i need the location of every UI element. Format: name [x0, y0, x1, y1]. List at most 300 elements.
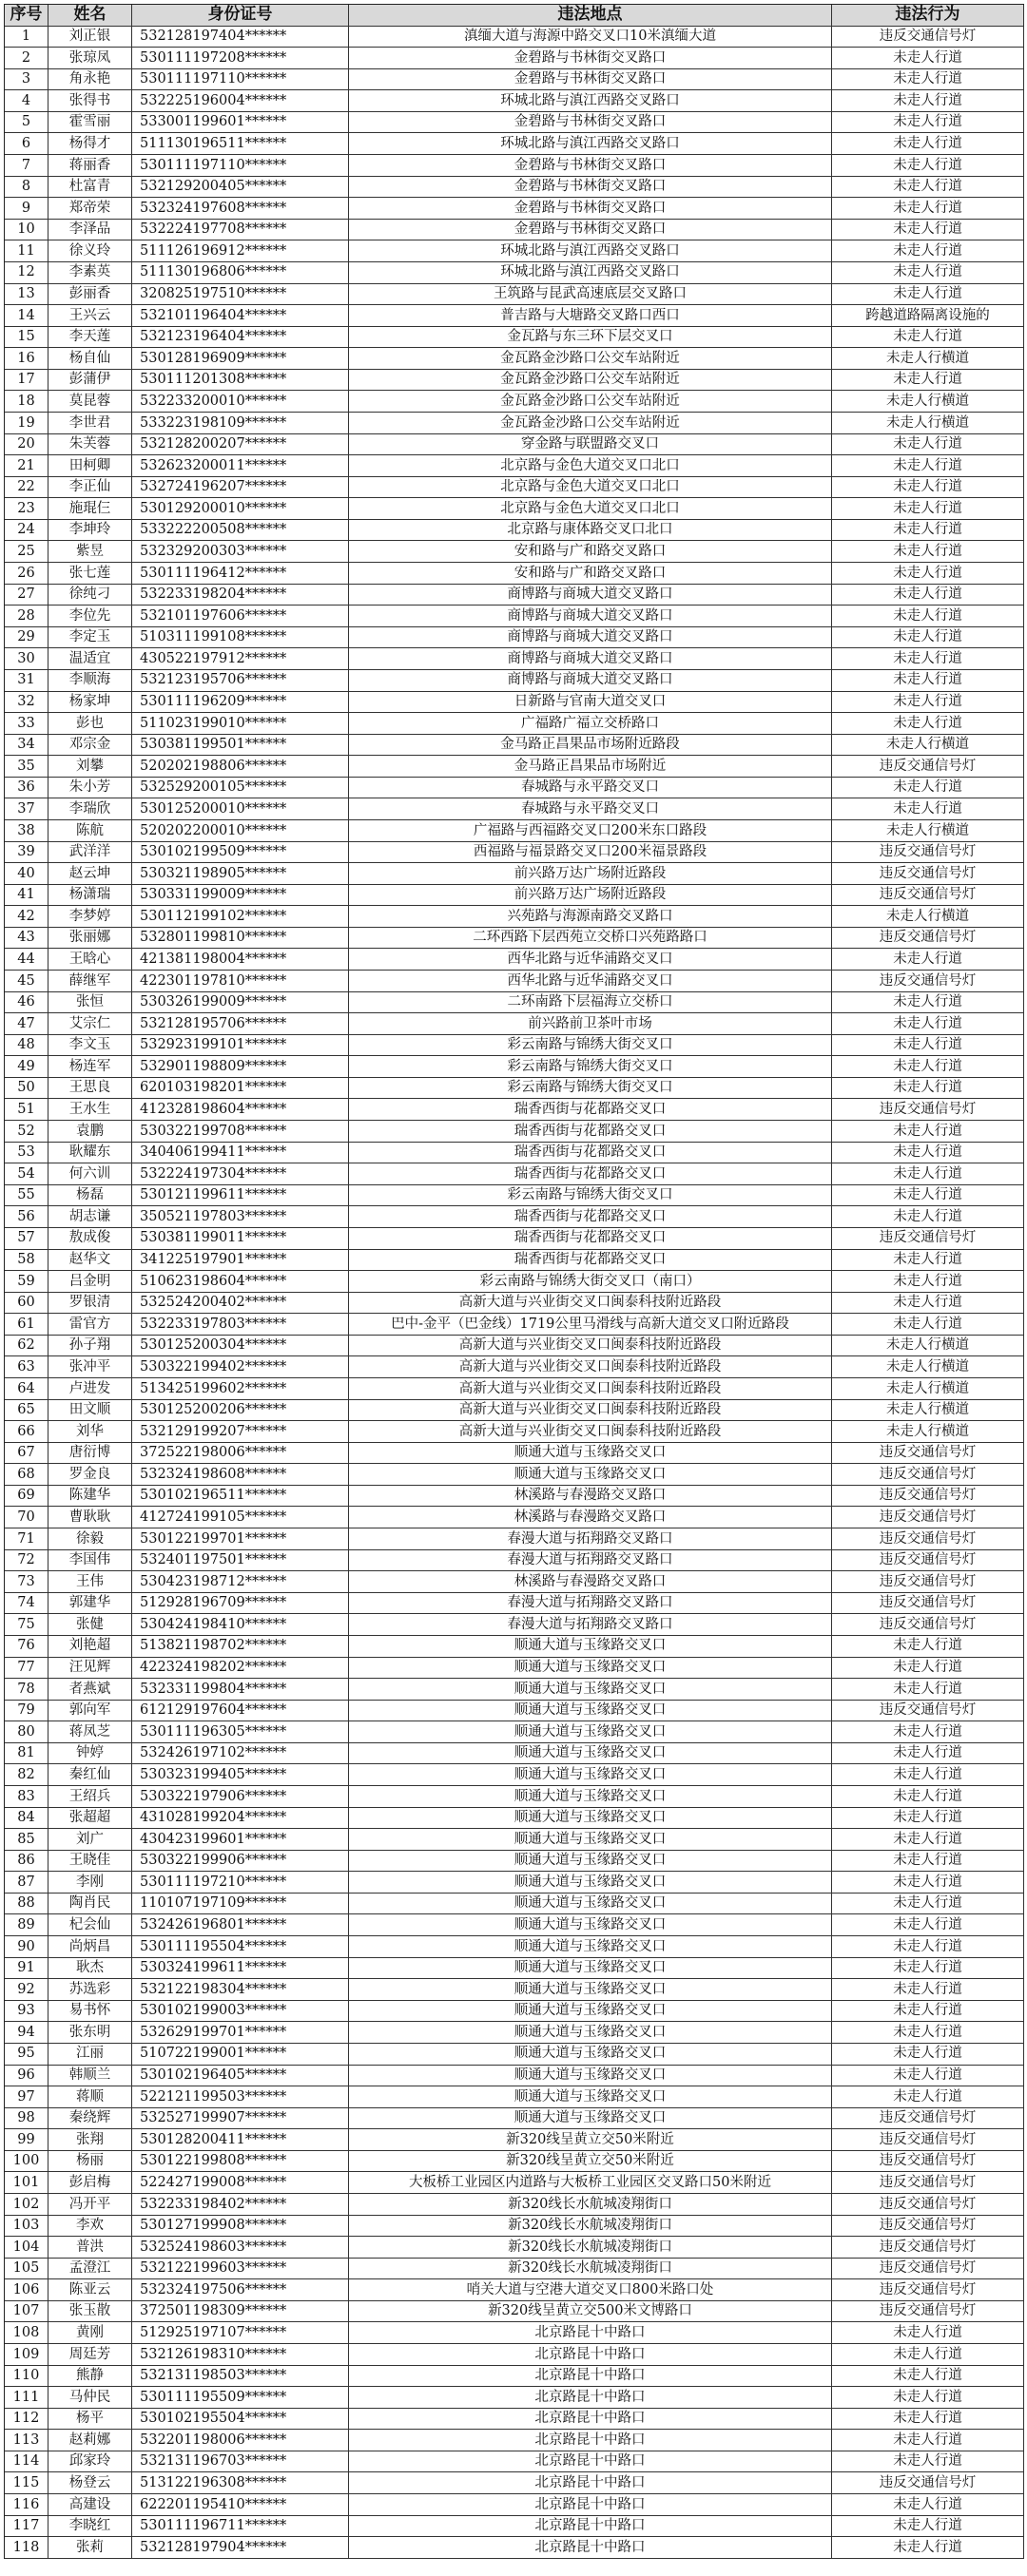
cell-violation: 违反交通信号灯: [832, 2237, 1024, 2258]
cell-violation: 未走人行道: [832, 1808, 1024, 1829]
table-row: [5, 1056, 1024, 1078]
cell-violation: 未走人行道: [832, 606, 1024, 626]
cell-location: 新320线长水航城凌翔街口: [349, 2194, 832, 2215]
cell-index: 51: [5, 1099, 48, 1120]
cell-index: 82: [5, 1764, 48, 1785]
cell-location: 顺通大道与玉缘路交叉口: [349, 2108, 832, 2129]
cell-violation: 违反交通信号灯: [832, 2108, 1024, 2129]
cell-index: 79: [5, 1701, 48, 1721]
cell-name: 马仲民: [48, 2387, 132, 2408]
cell-violation: 未走人行道: [832, 112, 1024, 133]
cell-index: 64: [5, 1378, 48, 1399]
cell-name: 汪见辉: [48, 1658, 132, 1679]
cell-violation: 未走人行道: [832, 2366, 1024, 2387]
cell-id-number: 532524198603******: [132, 2237, 349, 2258]
cell-location: 环城北路与滇江西路交叉路口: [349, 133, 832, 154]
cell-name: 紫昱: [48, 541, 132, 562]
cell-id-number: 532131196703******: [132, 2451, 349, 2472]
cell-violation: 未走人行道: [832, 1914, 1024, 1935]
cell-id-number: 530111197110******: [132, 155, 349, 176]
cell-violation: 违反交通信号灯: [832, 2279, 1024, 2300]
cell-name: 耿耀东: [48, 1143, 132, 1163]
cell-index: 90: [5, 1936, 48, 1957]
cell-location: 顺通大道与玉缘路交叉口: [349, 1808, 832, 1829]
cell-name: 袁鹏: [48, 1121, 132, 1142]
table-row: [5, 756, 1024, 778]
cell-id-number: 532101197606******: [132, 606, 349, 626]
cell-violation: 未走人行道: [832, 2537, 1024, 2558]
cell-violation: 未走人行道: [832, 69, 1024, 90]
cell-name: 李坤玲: [48, 520, 132, 541]
cell-index: 62: [5, 1336, 48, 1356]
cell-id-number: 532128200207******: [132, 434, 349, 455]
cell-violation: 未走人行横道: [832, 1400, 1024, 1421]
cell-id-number: 530102199509******: [132, 842, 349, 863]
cell-id-number: 520202200010******: [132, 820, 349, 841]
cell-location: 北京路昆十中路口: [349, 2344, 832, 2365]
cell-id-number: 350521197803******: [132, 1206, 349, 1227]
cell-name: 陶肖民: [48, 1894, 132, 1914]
cell-name: 江丽: [48, 2044, 132, 2065]
cell-id-number: 532524200402******: [132, 1293, 349, 1314]
cell-id-number: 430423199601******: [132, 1829, 349, 1850]
cell-violation: 未走人行道: [832, 155, 1024, 176]
cell-name: 郭向军: [48, 1701, 132, 1721]
table-row: [5, 2172, 1024, 2194]
table-row: [5, 842, 1024, 864]
table-row: [5, 1143, 1024, 1164]
cell-name: 王晗心: [48, 949, 132, 970]
table-row: [5, 1851, 1024, 1873]
cell-violation: 未走人行道: [832, 520, 1024, 541]
cell-violation: 未走人行道: [832, 1743, 1024, 1764]
cell-id-number: 412724199105******: [132, 1507, 349, 1528]
cell-id-number: 530111197210******: [132, 1872, 349, 1893]
table-row: [5, 284, 1024, 306]
cell-name: 李文玉: [48, 1035, 132, 1056]
cell-name: 杞会仙: [48, 1914, 132, 1935]
cell-id-number: 340406199411******: [132, 1143, 349, 1163]
table-row: [5, 863, 1024, 885]
table-row: [5, 2279, 1024, 2301]
cell-violation: 违反交通信号灯: [832, 1550, 1024, 1571]
cell-location: 金碧路与书林街交叉路口: [349, 220, 832, 240]
cell-name: 王水生: [48, 1099, 132, 1120]
cell-location: 北京路昆十中路口: [349, 2387, 832, 2408]
cell-name: 杨自仙: [48, 348, 132, 369]
cell-id-number: 532923199101******: [132, 1035, 349, 1056]
table-row: [5, 2044, 1024, 2066]
cell-location: 瑞香西街与花都路交叉口: [349, 1228, 832, 1249]
table-row: [5, 27, 1024, 48]
cell-violation: 违反交通信号灯: [832, 885, 1024, 906]
cell-violation: 未走人行道: [832, 1936, 1024, 1957]
cell-name: 杨家坤: [48, 692, 132, 713]
cell-index: 16: [5, 348, 48, 369]
cell-id-number: 530322199708******: [132, 1121, 349, 1142]
cell-violation: 未走人行道: [832, 90, 1024, 111]
cell-violation: 违反交通信号灯: [832, 1464, 1024, 1485]
cell-name: 朱芙蓉: [48, 434, 132, 455]
cell-index: 105: [5, 2259, 48, 2279]
cell-name: 张东明: [48, 2022, 132, 2043]
cell-location: 顺通大道与玉缘路交叉口: [349, 1872, 832, 1893]
cell-index: 100: [5, 2151, 48, 2172]
cell-name: 张冲平: [48, 1356, 132, 1377]
table-row: [5, 2259, 1024, 2280]
cell-index: 85: [5, 1829, 48, 1850]
cell-location: 金碧路与书林街交叉路口: [349, 69, 832, 90]
cell-index: 118: [5, 2537, 48, 2558]
cell-name: 王绍兵: [48, 1786, 132, 1807]
cell-name: 张七莲: [48, 563, 132, 584]
cell-violation: 跨越道路隔离设施的: [832, 305, 1024, 326]
cell-index: 5: [5, 112, 48, 133]
cell-location: 彩云南路与锦绣大街交叉口（南口）: [349, 1271, 832, 1292]
cell-violation: 未走人行道: [832, 477, 1024, 498]
cell-name: 李刚: [48, 1872, 132, 1893]
cell-location: 新320线长水航城凌翔街口: [349, 2216, 832, 2237]
cell-index: 41: [5, 885, 48, 906]
cell-name: 罗银清: [48, 1293, 132, 1314]
cell-name: 杨平: [48, 2409, 132, 2430]
table-row: [5, 1894, 1024, 1915]
cell-violation: 未走人行道: [832, 1035, 1024, 1056]
table-row: [5, 2344, 1024, 2366]
cell-name: 杨潇瑞: [48, 885, 132, 906]
cell-index: 91: [5, 1958, 48, 1979]
table-row: [5, 520, 1024, 542]
cell-location: 金瓦路与东三环下层交叉口: [349, 327, 832, 348]
cell-location: 顺通大道与玉缘路交叉口: [349, 1743, 832, 1764]
cell-violation: 未走人行横道: [832, 1356, 1024, 1377]
table-row: [5, 2387, 1024, 2409]
cell-id-number: 530122199808******: [132, 2151, 349, 2172]
table-row: [5, 606, 1024, 627]
cell-id-number: 532123195706******: [132, 670, 349, 691]
cell-name: 张得书: [48, 90, 132, 111]
table-row: [5, 220, 1024, 241]
cell-location: 北京路与金色大道交叉口北口: [349, 455, 832, 476]
cell-index: 7: [5, 155, 48, 176]
cell-violation: 未走人行道: [832, 2387, 1024, 2408]
cell-id-number: 532224197304******: [132, 1163, 349, 1184]
table-row: [5, 2472, 1024, 2494]
cell-name: 李素英: [48, 262, 132, 283]
cell-id-number: 422301197810******: [132, 971, 349, 991]
cell-violation: 未走人行道: [832, 1314, 1024, 1335]
table-row: [5, 1914, 1024, 1936]
cell-name: 张丽娜: [48, 928, 132, 949]
cell-index: 111: [5, 2387, 48, 2408]
cell-location: 北京路与金色大道交叉口北口: [349, 477, 832, 498]
cell-violation: 未走人行道: [832, 1271, 1024, 1292]
cell-index: 36: [5, 778, 48, 798]
cell-location: 春城路与永平路交叉口: [349, 798, 832, 819]
cell-name: 蒋凤芝: [48, 1721, 132, 1742]
cell-violation: 未走人行道: [832, 949, 1024, 970]
table-row: [5, 971, 1024, 992]
cell-id-number: 530125200304******: [132, 1336, 349, 1356]
table-row: [5, 1013, 1024, 1035]
cell-index: 87: [5, 1872, 48, 1893]
cell-location: 广福路与西福路交叉口200米东口路段: [349, 820, 832, 841]
cell-id-number: 530424198410******: [132, 1614, 349, 1635]
cell-index: 70: [5, 1507, 48, 1528]
cell-id-number: 533001199601******: [132, 112, 349, 133]
cell-id-number: 620103198201******: [132, 1078, 349, 1099]
cell-index: 49: [5, 1056, 48, 1077]
cell-location: 安和路与广和路交叉路口: [349, 563, 832, 584]
cell-index: 2: [5, 48, 48, 68]
cell-violation: 未走人行道: [832, 1721, 1024, 1742]
cell-id-number: 530111197110******: [132, 69, 349, 90]
table-row: [5, 692, 1024, 714]
table-row: [5, 1336, 1024, 1357]
table-row: [5, 1658, 1024, 1680]
cell-name: 杨登云: [48, 2472, 132, 2493]
cell-id-number: 532426196801******: [132, 1914, 349, 1935]
cell-location: 顺通大道与玉缘路交叉口: [349, 1894, 832, 1914]
cell-id-number: 530128200411******: [132, 2129, 349, 2150]
cell-index: 96: [5, 2066, 48, 2086]
cell-id-number: 612129197604******: [132, 1701, 349, 1721]
table-row: [5, 2494, 1024, 2516]
cell-index: 37: [5, 798, 48, 819]
cell-violation: 违反交通信号灯: [832, 2129, 1024, 2150]
table-row: [5, 327, 1024, 349]
cell-id-number: 530324199611******: [132, 1958, 349, 1979]
cell-violation: 违反交通信号灯: [832, 1486, 1024, 1507]
cell-violation: 未走人行道: [832, 198, 1024, 219]
cell-id-number: 532128197404******: [132, 27, 349, 48]
cell-index: 75: [5, 1614, 48, 1635]
cell-index: 65: [5, 1400, 48, 1421]
cell-name: 彭也: [48, 713, 132, 734]
cell-name: 罗金良: [48, 1464, 132, 1485]
table-row: [5, 1078, 1024, 1100]
cell-location: 彩云南路与锦绣大街交叉口: [349, 1056, 832, 1077]
table-row: [5, 455, 1024, 477]
cell-violation: 未走人行横道: [832, 1421, 1024, 1442]
cell-index: 67: [5, 1443, 48, 1464]
table-row: [5, 670, 1024, 692]
cell-name: 武洋洋: [48, 842, 132, 863]
cell-name: 陈亚云: [48, 2279, 132, 2300]
cell-id-number: 513425199602******: [132, 1378, 349, 1399]
cell-id-number: 530128196909******: [132, 348, 349, 369]
cell-location: 顺通大道与玉缘路交叉口: [349, 1851, 832, 1872]
cell-location: 高新大道与兴业街交叉口闽泰科技附近路段: [349, 1378, 832, 1399]
table-row: [5, 1421, 1024, 1443]
cell-location: 彩云南路与锦绣大街交叉口: [349, 1185, 832, 1206]
table-row: [5, 885, 1024, 907]
cell-violation: 未走人行道: [832, 1293, 1024, 1314]
table-row: [5, 434, 1024, 456]
cell-name: 李正仙: [48, 477, 132, 498]
cell-name: 刘正银: [48, 27, 132, 48]
cell-location: 二环西路下层西苑立交桥口兴苑路路口: [349, 928, 832, 949]
table-row: [5, 2451, 1024, 2473]
cell-violation: 未走人行道: [832, 670, 1024, 691]
cell-index: 59: [5, 1271, 48, 1292]
cell-violation: 未走人行道: [832, 1206, 1024, 1227]
table-row: [5, 2151, 1024, 2173]
cell-index: 114: [5, 2451, 48, 2472]
cell-name: 黄刚: [48, 2322, 132, 2343]
cell-location: 穿金路与联盟路交叉口: [349, 434, 832, 455]
cell-location: 北京路与金色大道交叉口北口: [349, 498, 832, 519]
cell-index: 77: [5, 1658, 48, 1679]
cell-violation: 未走人行横道: [832, 1378, 1024, 1399]
table-row: [5, 1550, 1024, 1572]
table-row: [5, 778, 1024, 799]
cell-id-number: 532225196004******: [132, 90, 349, 111]
cell-name: 施琨仨: [48, 498, 132, 519]
cell-violation: 未走人行道: [832, 1829, 1024, 1850]
cell-id-number: 530111196305******: [132, 1721, 349, 1742]
cell-index: 66: [5, 1421, 48, 1442]
cell-id-number: 532401197501******: [132, 1550, 349, 1571]
table-row: [5, 906, 1024, 928]
cell-name: 何六训: [48, 1163, 132, 1184]
cell-id-number: 532623200011******: [132, 455, 349, 476]
cell-name: 王伟: [48, 1571, 132, 1592]
cell-violation: 未走人行道: [832, 1013, 1024, 1034]
cell-violation: 违反交通信号灯: [832, 1571, 1024, 1592]
table-row: [5, 477, 1024, 499]
table-row: [5, 2301, 1024, 2323]
cell-location: 日新路与官南大道交叉口: [349, 692, 832, 713]
cell-id-number: 532901198809******: [132, 1056, 349, 1077]
cell-name: 孙子翔: [48, 1336, 132, 1356]
header-violation: 违法行为: [832, 5, 1024, 26]
cell-location: 王筑路与昆武高速底层交叉路口: [349, 284, 832, 305]
cell-name: 秦绕辉: [48, 2108, 132, 2129]
cell-id-number: 532233198204******: [132, 585, 349, 606]
table-row: [5, 1035, 1024, 1057]
cell-id-number: 530102196405******: [132, 2066, 349, 2086]
cell-location: 北京路昆十中路口: [349, 2516, 832, 2537]
cell-violation: 违反交通信号灯: [832, 1099, 1024, 1120]
cell-id-number: 532101196404******: [132, 305, 349, 326]
cell-index: 8: [5, 177, 48, 198]
cell-location: 北京路昆十中路口: [349, 2409, 832, 2430]
cell-name: 赵华文: [48, 1250, 132, 1271]
cell-violation: 未走人行道: [832, 2451, 1024, 2472]
cell-location: 顺通大道与玉缘路交叉口: [349, 2066, 832, 2086]
cell-id-number: 530323199405******: [132, 1764, 349, 1785]
cell-violation: 违反交通信号灯: [832, 1593, 1024, 1614]
table-row: [5, 1614, 1024, 1636]
cell-index: 113: [5, 2430, 48, 2451]
cell-violation: 未走人行横道: [832, 906, 1024, 927]
table-row: [5, 1829, 1024, 1851]
cell-index: 69: [5, 1486, 48, 1507]
cell-id-number: 532801199810******: [132, 928, 349, 949]
cell-name: 张超超: [48, 1808, 132, 1829]
cell-id-number: 530125200010******: [132, 798, 349, 819]
cell-id-number: 530331199009******: [132, 885, 349, 906]
cell-id-number: 532201198006******: [132, 2430, 349, 2451]
table-row: [5, 1636, 1024, 1658]
cell-index: 45: [5, 971, 48, 991]
table-row: [5, 1936, 1024, 1958]
table-row: [5, 1743, 1024, 1765]
cell-id-number: 421381198004******: [132, 949, 349, 970]
cell-violation: 未走人行道: [832, 2066, 1024, 2086]
cell-index: 3: [5, 69, 48, 90]
cell-id-number: 530111196209******: [132, 692, 349, 713]
cell-name: 杨磊: [48, 1185, 132, 1206]
table-row: [5, 992, 1024, 1014]
cell-index: 101: [5, 2172, 48, 2193]
cell-id-number: 530326199009******: [132, 992, 349, 1013]
cell-index: 86: [5, 1851, 48, 1872]
cell-location: 顺通大道与玉缘路交叉口: [349, 2086, 832, 2107]
cell-location: 金瓦路金沙路口公交车站附近: [349, 413, 832, 433]
cell-violation: 未走人行道: [832, 1078, 1024, 1099]
cell-violation: 未走人行道: [832, 692, 1024, 713]
cell-location: 顺通大道与玉缘路交叉口: [349, 1914, 832, 1935]
cell-location: 西华北路与近华浦路交叉口: [349, 949, 832, 970]
table-row: [5, 1163, 1024, 1185]
cell-location: 林溪路与春漫路交叉路口: [349, 1507, 832, 1528]
cell-name: 王兴云: [48, 305, 132, 326]
cell-name: 李瑞欣: [48, 798, 132, 819]
table-row: [5, 563, 1024, 585]
cell-index: 58: [5, 1250, 48, 1271]
cell-index: 13: [5, 284, 48, 305]
table-row: [5, 1443, 1024, 1465]
cell-location: 春漫大道与拓翔路交叉路口: [349, 1528, 832, 1549]
cell-violation: 未走人行道: [832, 798, 1024, 819]
table-row: [5, 1571, 1024, 1593]
table-row: [5, 2537, 1024, 2559]
cell-name: 刘广: [48, 1829, 132, 1850]
cell-violation: 未走人行道: [832, 1185, 1024, 1206]
table-row: [5, 498, 1024, 520]
cell-name: 孟澄江: [48, 2259, 132, 2279]
cell-index: 48: [5, 1035, 48, 1056]
table-row: [5, 413, 1024, 434]
table-row: [5, 198, 1024, 220]
cell-location: 新320线呈黄立交50米附近: [349, 2151, 832, 2172]
cell-location: 商博路与商城大道交叉路口: [349, 648, 832, 669]
cell-index: 21: [5, 455, 48, 476]
cell-location: 北京路昆十中路口: [349, 2322, 832, 2343]
cell-index: 99: [5, 2129, 48, 2150]
cell-id-number: 530125200206******: [132, 1400, 349, 1421]
cell-index: 54: [5, 1163, 48, 1184]
cell-location: 春漫大道与拓翔路交叉路口: [349, 1593, 832, 1614]
cell-name: 温适宜: [48, 648, 132, 669]
cell-violation: 未走人行道: [832, 713, 1024, 734]
cell-index: 56: [5, 1206, 48, 1227]
cell-index: 33: [5, 713, 48, 734]
header-id-number: 身份证号: [132, 5, 349, 26]
cell-id-number: 530102195504******: [132, 2409, 349, 2430]
cell-name: 易书怀: [48, 2001, 132, 2022]
cell-index: 102: [5, 2194, 48, 2215]
cell-index: 92: [5, 1979, 48, 2000]
cell-location: 北京路昆十中路口: [349, 2430, 832, 2451]
cell-index: 26: [5, 563, 48, 584]
cell-location: 高新大道与兴业街交叉口闽泰科技附近路段: [349, 1400, 832, 1421]
table-row: [5, 262, 1024, 284]
table-row: [5, 949, 1024, 971]
cell-name: 田文顺: [48, 1400, 132, 1421]
